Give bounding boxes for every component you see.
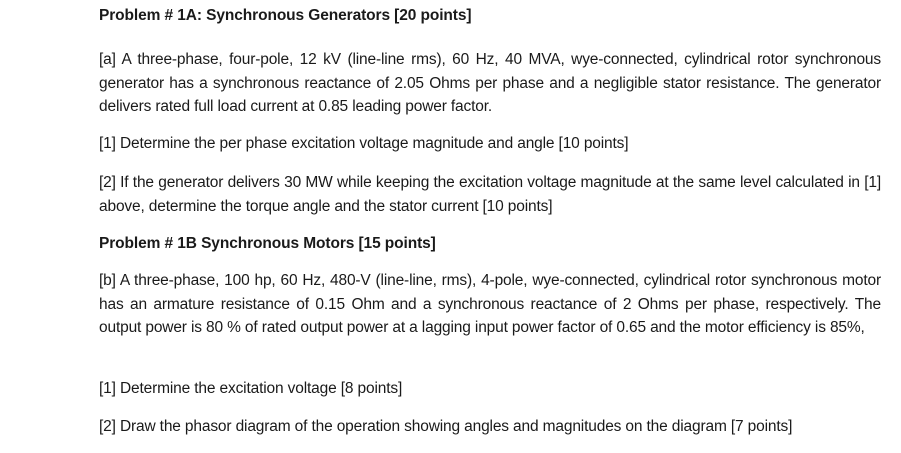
problem-1a-intro-paragraph: [a] A three-phase, four-pole, 12 kV (line-line rms), 60 Hz, 40 MVA, wye-connected, cylindrical rotor synchronous generator has a synchronous reactance of 2.05 Ohms per phase and a negligible stator resistance. The generator delivers rated full load current at 0.85 leading power factor. [99, 51, 881, 115]
problem-1a-heading: Problem # 1A: Synchronous Generators [20 points] [99, 7, 472, 24]
problem-1a-question-1: [1] Determine the per phase excitation voltage magnitude and angle [10 points] [99, 135, 629, 152]
problem-1b-question-2: [2] Draw the phasor diagram of the operation showing angles and magnitudes on the diagram [7 points] [99, 418, 793, 435]
problem-1a-question-2: [2] If the generator delivers 30 MW while keeping the excitation voltage magnitude at the same level calculated in [1] above, determine the torque angle and the stator current [10 points] [99, 174, 881, 215]
problem-1b-question-1: [1] Determine the excitation voltage [8 points] [99, 380, 403, 397]
problem-1b-intro-paragraph: [b] A three-phase, 100 hp, 60 Hz, 480-V (line-line, rms), 4-pole, wye-connected, cylindrical rotor synchronous motor has an armature resistance of 0.15 Ohm and a synchronous reactance of 2 Ohms per phase, respectively. The output power is 80 % of rated output power at a lagging input power factor of 0.65 and the motor efficiency is 85%, [99, 272, 881, 336]
problem-1b-heading: Problem # 1B Synchronous Motors [15 points] [99, 235, 436, 252]
